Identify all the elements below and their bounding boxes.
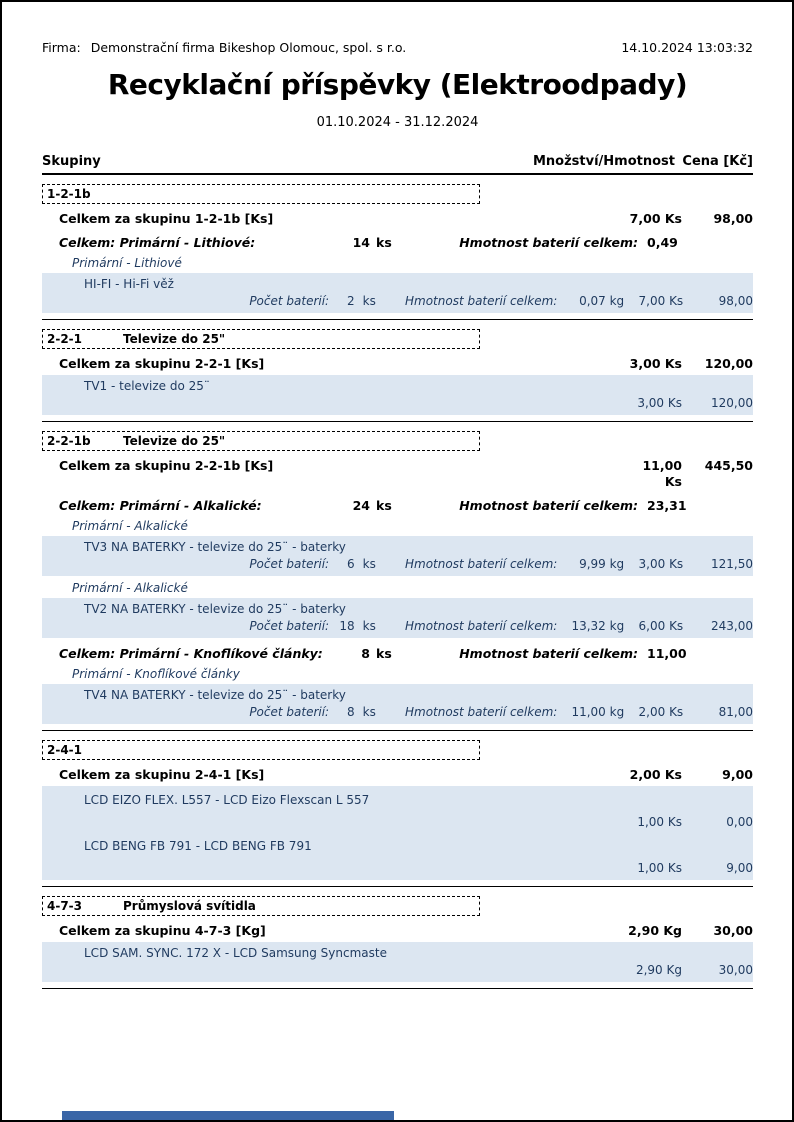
group-total-row (42, 211, 753, 227)
battery-weight-value: 9,99 kg (579, 557, 625, 571)
group-total-label: Celkem za skupinu 2-4-1 [Ks] (59, 767, 265, 782)
item-quantity: 1,00 Ks (637, 861, 682, 875)
battery-weight-caption: Hmotnost baterií celkem: (459, 646, 638, 661)
item-name: TV1 - televize do 25¨ (84, 379, 210, 393)
group-box (42, 896, 480, 916)
battery-total-label: Celkem: Primární - Knoflíkové články: (59, 646, 323, 661)
group-code: 2-4-1 (47, 743, 83, 757)
item-quantity: 7,00 Ks (638, 294, 684, 308)
battery-weight-caption: Hmotnost baterií celkem: (459, 498, 638, 513)
group-section-2-2-1 (42, 329, 753, 422)
table-header (42, 154, 753, 169)
battery-weight-value: 13,32 kg (571, 619, 625, 633)
item-quantity: 2,90 Kg (635, 963, 682, 977)
battery-count-unit: ks (362, 705, 376, 719)
battery-count-caption: Počet baterií: (249, 705, 330, 719)
item-detail-line (42, 293, 753, 309)
group-box (42, 184, 480, 204)
section-divider (42, 886, 753, 887)
item-detail-line (42, 860, 753, 876)
spacer (42, 395, 622, 411)
item-detail-line (42, 704, 753, 720)
battery-weight-value: 11,00 kg (571, 705, 625, 719)
section-divider (42, 730, 753, 731)
group-total-quantity: 2,90 Kg (628, 923, 682, 938)
column-header-quantity: Množství/Hmotnost (532, 154, 675, 169)
column-header-groups: Skupiny (42, 154, 101, 169)
item-detail-line (42, 962, 753, 978)
group-code: 1-2-1b (47, 187, 91, 201)
group-total-quantity: 2,00 Ks (629, 767, 682, 782)
spacer (42, 814, 622, 830)
group-total-label: Celkem za skupinu 2-2-1 [Ks] (59, 356, 265, 371)
group-total-price: 30,00 (713, 923, 753, 938)
battery-total-label: Celkem: Primární - Alkalické: (59, 498, 262, 513)
battery-total-weight: 23,31 (647, 498, 687, 513)
battery-count-value: 2 (347, 294, 355, 308)
group-total-quantity: 3,00 Ks (629, 356, 682, 371)
item-name: LCD SAM. SYNC. 172 X - LCD Samsung Syncmaste (84, 946, 387, 960)
group-total-price: 445,50 (704, 458, 753, 473)
battery-count-unit: ks (362, 619, 376, 633)
item-price: 120,00 (711, 396, 753, 410)
battery-count-value: 8 (347, 705, 355, 719)
report-period: 01.10.2024 - 31.12.2024 (316, 115, 479, 130)
item-name: TV2 NA BATERKY - televize do 25¨ - baterky (84, 602, 346, 616)
battery-total-row (42, 235, 753, 251)
battery-total-count: 14 (352, 235, 370, 250)
group-code: 2-2-1 (47, 332, 83, 346)
battery-count-value: 6 (347, 557, 355, 571)
column-header-price: Cena [Kč] (682, 154, 753, 169)
report-topline (42, 40, 753, 55)
group-total-price: 98,00 (713, 211, 753, 226)
group-total-row (42, 356, 753, 372)
firm-line (42, 40, 406, 55)
group-total-label: Celkem za skupinu 1-2-1b [Ks] (59, 211, 274, 226)
battery-count-caption: Počet baterií: (249, 557, 330, 571)
battery-total-unit: ks (376, 498, 392, 513)
section-divider (42, 319, 753, 320)
group-total-price: 9,00 (722, 767, 753, 782)
battery-subgroup-label: Primární - Knoflíkové články (72, 667, 240, 681)
print-timestamp: 14.10.2024 13:03:32 (621, 40, 753, 55)
group-total-quantity: 7,00 Ks (629, 211, 682, 226)
item-quantity: 6,00 Ks (638, 619, 684, 633)
battery-subgroup-label: Primární - Alkalické (72, 519, 188, 533)
item-detail-line (42, 395, 753, 411)
battery-subgroup-label: Primární - Alkalické (72, 581, 188, 595)
item-price: 9,00 (726, 861, 753, 875)
item-price: 0,00 (726, 815, 753, 829)
battery-count-caption: Počet baterií: (249, 619, 330, 633)
battery-total-unit: ks (376, 646, 392, 661)
item-name: HI-FI - Hi-Fi věž (84, 277, 174, 291)
item-row (42, 273, 753, 313)
item-price: 121,50 (711, 557, 753, 571)
battery-total-count: 8 (361, 646, 370, 661)
firm-name: Demonstrační firma Bikeshop Olomouc, spol. s r.o. (90, 40, 407, 55)
firm-label: Firma: (42, 40, 81, 55)
group-total-label: Celkem za skupinu 2-2-1b [Ks] (59, 458, 274, 473)
item-detail-line (42, 814, 753, 830)
item-row (42, 942, 753, 982)
section-divider (42, 988, 753, 989)
item-name: LCD BENG FB 791 - LCD BENG FB 791 (84, 839, 312, 853)
item-quantity: 3,00 Ks (638, 557, 684, 571)
group-title: Průmyslová svítidla (123, 899, 256, 913)
section-divider (42, 421, 753, 422)
battery-total-count: 24 (352, 498, 370, 513)
item-row (42, 375, 753, 415)
item-row (42, 536, 753, 576)
group-title: Televize do 25" (123, 434, 226, 448)
battery-total-row (42, 498, 753, 514)
group-section-1-2-1b (42, 184, 753, 320)
battery-subgroup-label: Primární - Lithiové (72, 256, 182, 270)
group-code: 4-7-3 (47, 899, 83, 913)
group-total-row (42, 767, 753, 783)
group-section-2-4-1 (42, 740, 753, 887)
item-quantity: 1,00 Ks (637, 815, 682, 829)
item-detail-line (42, 618, 753, 634)
battery-total-unit: ks (376, 235, 392, 250)
report-title: Recyklační příspěvky (Elektroodpady) (107, 68, 688, 101)
battery-weight-caption: Hmotnost baterií celkem: (404, 705, 558, 719)
group-box (42, 431, 480, 451)
group-total-price: 120,00 (704, 356, 753, 371)
item-price: 81,00 (718, 705, 753, 719)
battery-weight-caption: Hmotnost baterií celkem: (404, 557, 558, 571)
item-price: 243,00 (711, 619, 753, 633)
battery-total-weight: 11,00 (647, 646, 687, 661)
item-price: 98,00 (718, 294, 753, 308)
spacer (42, 860, 622, 876)
group-total-label: Celkem za skupinu 4-7-3 [Kg] (59, 923, 266, 938)
group-title: Televize do 25" (123, 332, 226, 346)
group-code: 2-2-1b (47, 434, 91, 448)
spacer (42, 962, 622, 978)
item-name: TV4 NA BATERKY - televize do 25¨ - baterky (84, 688, 346, 702)
battery-count-unit: ks (362, 294, 376, 308)
footer-accent-bar (62, 1111, 394, 1120)
group-box (42, 329, 480, 349)
item-quantity: 3,00 Ks (637, 396, 682, 410)
battery-weight-caption: Hmotnost baterií celkem: (404, 294, 558, 308)
group-total-quantity: 11,00 Ks (642, 458, 682, 489)
battery-weight-caption: Hmotnost baterií celkem: (404, 619, 558, 633)
battery-count-value: 18 (339, 619, 355, 633)
battery-count-unit: ks (362, 557, 376, 571)
group-section-4-7-3 (42, 896, 753, 989)
item-name: TV3 NA BATERKY - televize do 25¨ - baterky (84, 540, 346, 554)
battery-count-caption: Počet baterií: (249, 294, 330, 308)
group-section-2-2-1b (42, 431, 753, 731)
group-box (42, 740, 480, 760)
item-row (42, 598, 753, 638)
item-detail-line (42, 556, 753, 572)
battery-total-label: Celkem: Primární - Lithiové: (59, 235, 256, 250)
battery-weight-value: 0,07 kg (579, 294, 625, 308)
item-row (42, 684, 753, 724)
battery-total-weight: 0,49 (647, 235, 678, 250)
battery-total-row (42, 646, 753, 662)
header-rule (42, 173, 753, 175)
report-content (2, 2, 792, 989)
item-quantity: 2,00 Ks (638, 705, 684, 719)
item-name: LCD EIZO FLEX. L557 - LCD Eizo Flexscan L 557 (84, 793, 370, 807)
group-total-row (42, 458, 753, 490)
item-row (42, 786, 753, 880)
item-price: 30,00 (718, 963, 753, 977)
group-total-row (42, 923, 753, 939)
battery-weight-caption: Hmotnost baterií celkem: (459, 235, 638, 250)
